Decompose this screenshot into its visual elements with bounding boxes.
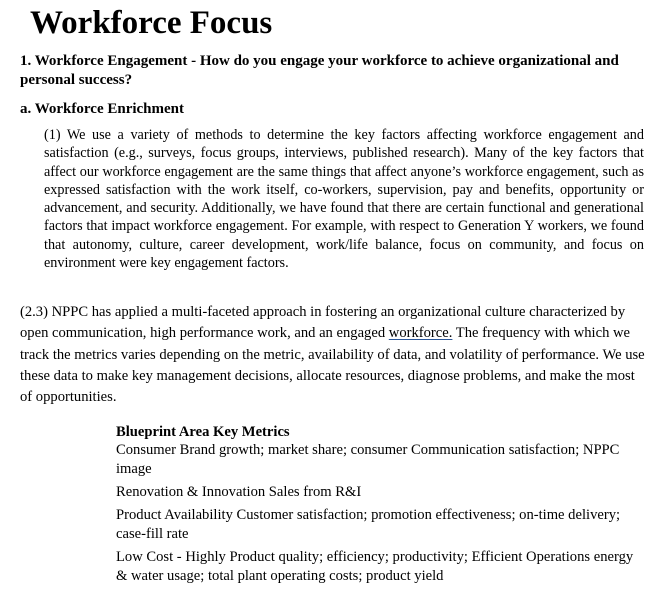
question-heading: 1. Workforce Engagement - How do you engage your workforce to achieve organizational and personal success?: [20, 53, 619, 88]
metric-item-low-cost: Low Cost - Highly Product quality; efficiency; productivity; Efficient Operations energy & water usage; total plant operating costs; product yield: [116, 549, 634, 584]
metric-item-consumer-brand: Consumer Brand growth; market share; consumer Communication satisfaction; NPPC image: [116, 442, 620, 477]
body-paragraph-1: (1) We use a variety of methods to determine the key factors affecting workforce engagement and satisfaction (e.g., surveys, focus groups, interviews, published research). Many of the key factors that affect our workforce engagement are the same things that affect anyone’s workforce engagement, such as expressed satisfaction with the work itself, co-workers, supervision, pay and benefits, opportunity or advancement, and security. Additionally, we have found that there are certain functional and generational factors that impact workforce engagement. For example, with respect to Generation Y workers, we found that autonomy, culture, career development, work/life balance, focus on community, and focus on environment were key engagement factors.: [44, 127, 644, 272]
body-paragraph-2: [20, 302, 650, 408]
spelling-flagged-word: workforce.: [388, 325, 453, 342]
page-title: Workforce Focus: [30, 5, 273, 41]
paragraph-2-text-end: The frequency with which we track the metrics varies depending on the metric, availability of data, and volatility of performance. We use these data to make key management decisions, allocate resources, diagnose problems, and make the most of opportunities.: [20, 325, 645, 406]
paragraph-2-text-start: (2.3) NPPC has applied a multi-faceted approach in fostering an organizational culture characterized by open communication, high performance work, and an engaged: [20, 304, 626, 342]
metric-item-renovation: Renovation & Innovation Sales from R&I: [116, 484, 362, 500]
metric-item-product-availability: Product Availability Customer satisfaction; promotion effectiveness; on-time delivery; case-fill rate: [116, 507, 621, 542]
section-heading: a. Workforce Enrichment: [20, 101, 185, 117]
key-metrics-block: [116, 423, 646, 590]
metrics-heading: Blueprint Area Key Metrics: [116, 424, 290, 440]
